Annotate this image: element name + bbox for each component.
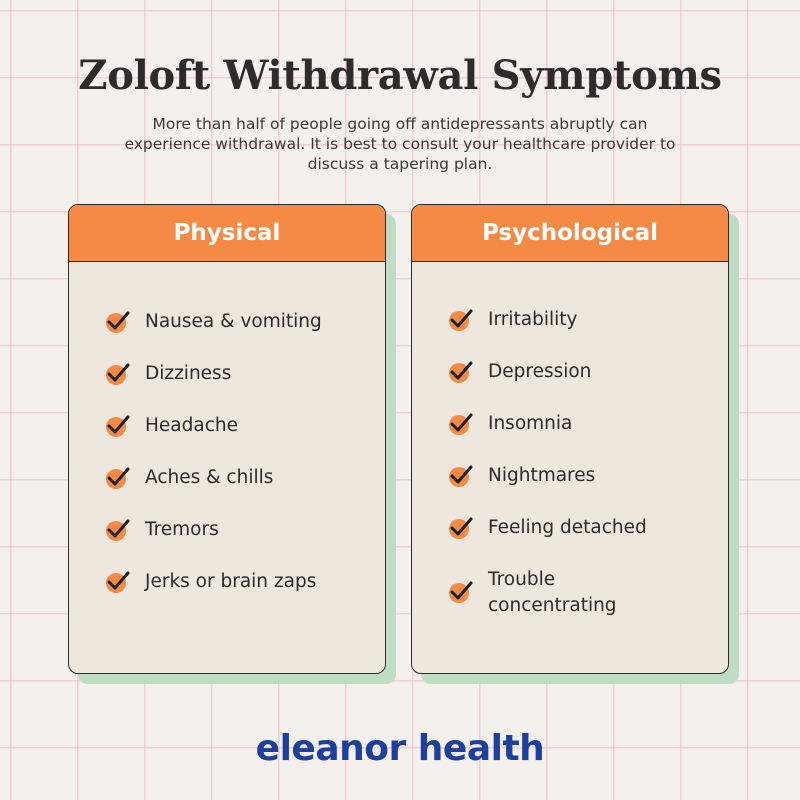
list-item [446, 567, 648, 627]
psychological-symptom-list [446, 307, 648, 627]
list-item [446, 463, 648, 515]
check-icon [446, 409, 474, 437]
symptom-label: Headache [145, 415, 238, 436]
list-item [103, 309, 322, 361]
symptom-label: Irritability [488, 309, 578, 330]
check-icon [103, 359, 131, 387]
symptom-label: Trouble concentrating [488, 569, 617, 616]
check-icon [103, 515, 131, 543]
check-icon [446, 577, 474, 605]
physical-card-body [68, 204, 386, 674]
physical-card [68, 204, 386, 674]
check-icon [446, 357, 474, 385]
check-icon [446, 461, 474, 489]
check-icon [103, 463, 131, 491]
symptom-label: Nightmares [488, 465, 596, 486]
physical-card-heading: Physical [69, 205, 385, 262]
symptom-label: Jerks or brain zaps [145, 571, 317, 592]
check-icon [103, 567, 131, 595]
list-item [446, 411, 648, 463]
page-title: Zoloft Withdrawal Symptoms [78, 52, 722, 99]
symptom-label: Feeling detached [488, 517, 647, 538]
page-subtitle: More than half of people going off antidepressants abruptly can experience withdrawal. It is best to consult your healthcare provider to discuss a tapering plan. [124, 115, 676, 173]
symptom-label: Depression [488, 361, 592, 382]
physical-symptom-list [103, 309, 322, 621]
psychological-card-heading: Psychological [412, 205, 728, 262]
psychological-card [411, 204, 729, 674]
list-item [446, 307, 648, 359]
brand-logo: eleanor health [255, 728, 545, 769]
symptom-label: Dizziness [145, 363, 232, 384]
symptom-label: Nausea & vomiting [145, 311, 322, 332]
list-item [446, 359, 648, 411]
symptom-label: Tremors [145, 519, 219, 540]
list-item [103, 569, 322, 621]
symptom-label: Insomnia [488, 413, 573, 434]
check-icon [446, 513, 474, 541]
list-item [103, 517, 322, 569]
symptom-label: Aches & chills [145, 467, 274, 488]
list-item [103, 413, 322, 465]
check-icon [103, 307, 131, 335]
psychological-card-body [411, 204, 729, 674]
list-item [103, 361, 322, 413]
list-item [103, 465, 322, 517]
check-icon [103, 411, 131, 439]
check-icon [446, 305, 474, 333]
list-item [446, 515, 648, 567]
